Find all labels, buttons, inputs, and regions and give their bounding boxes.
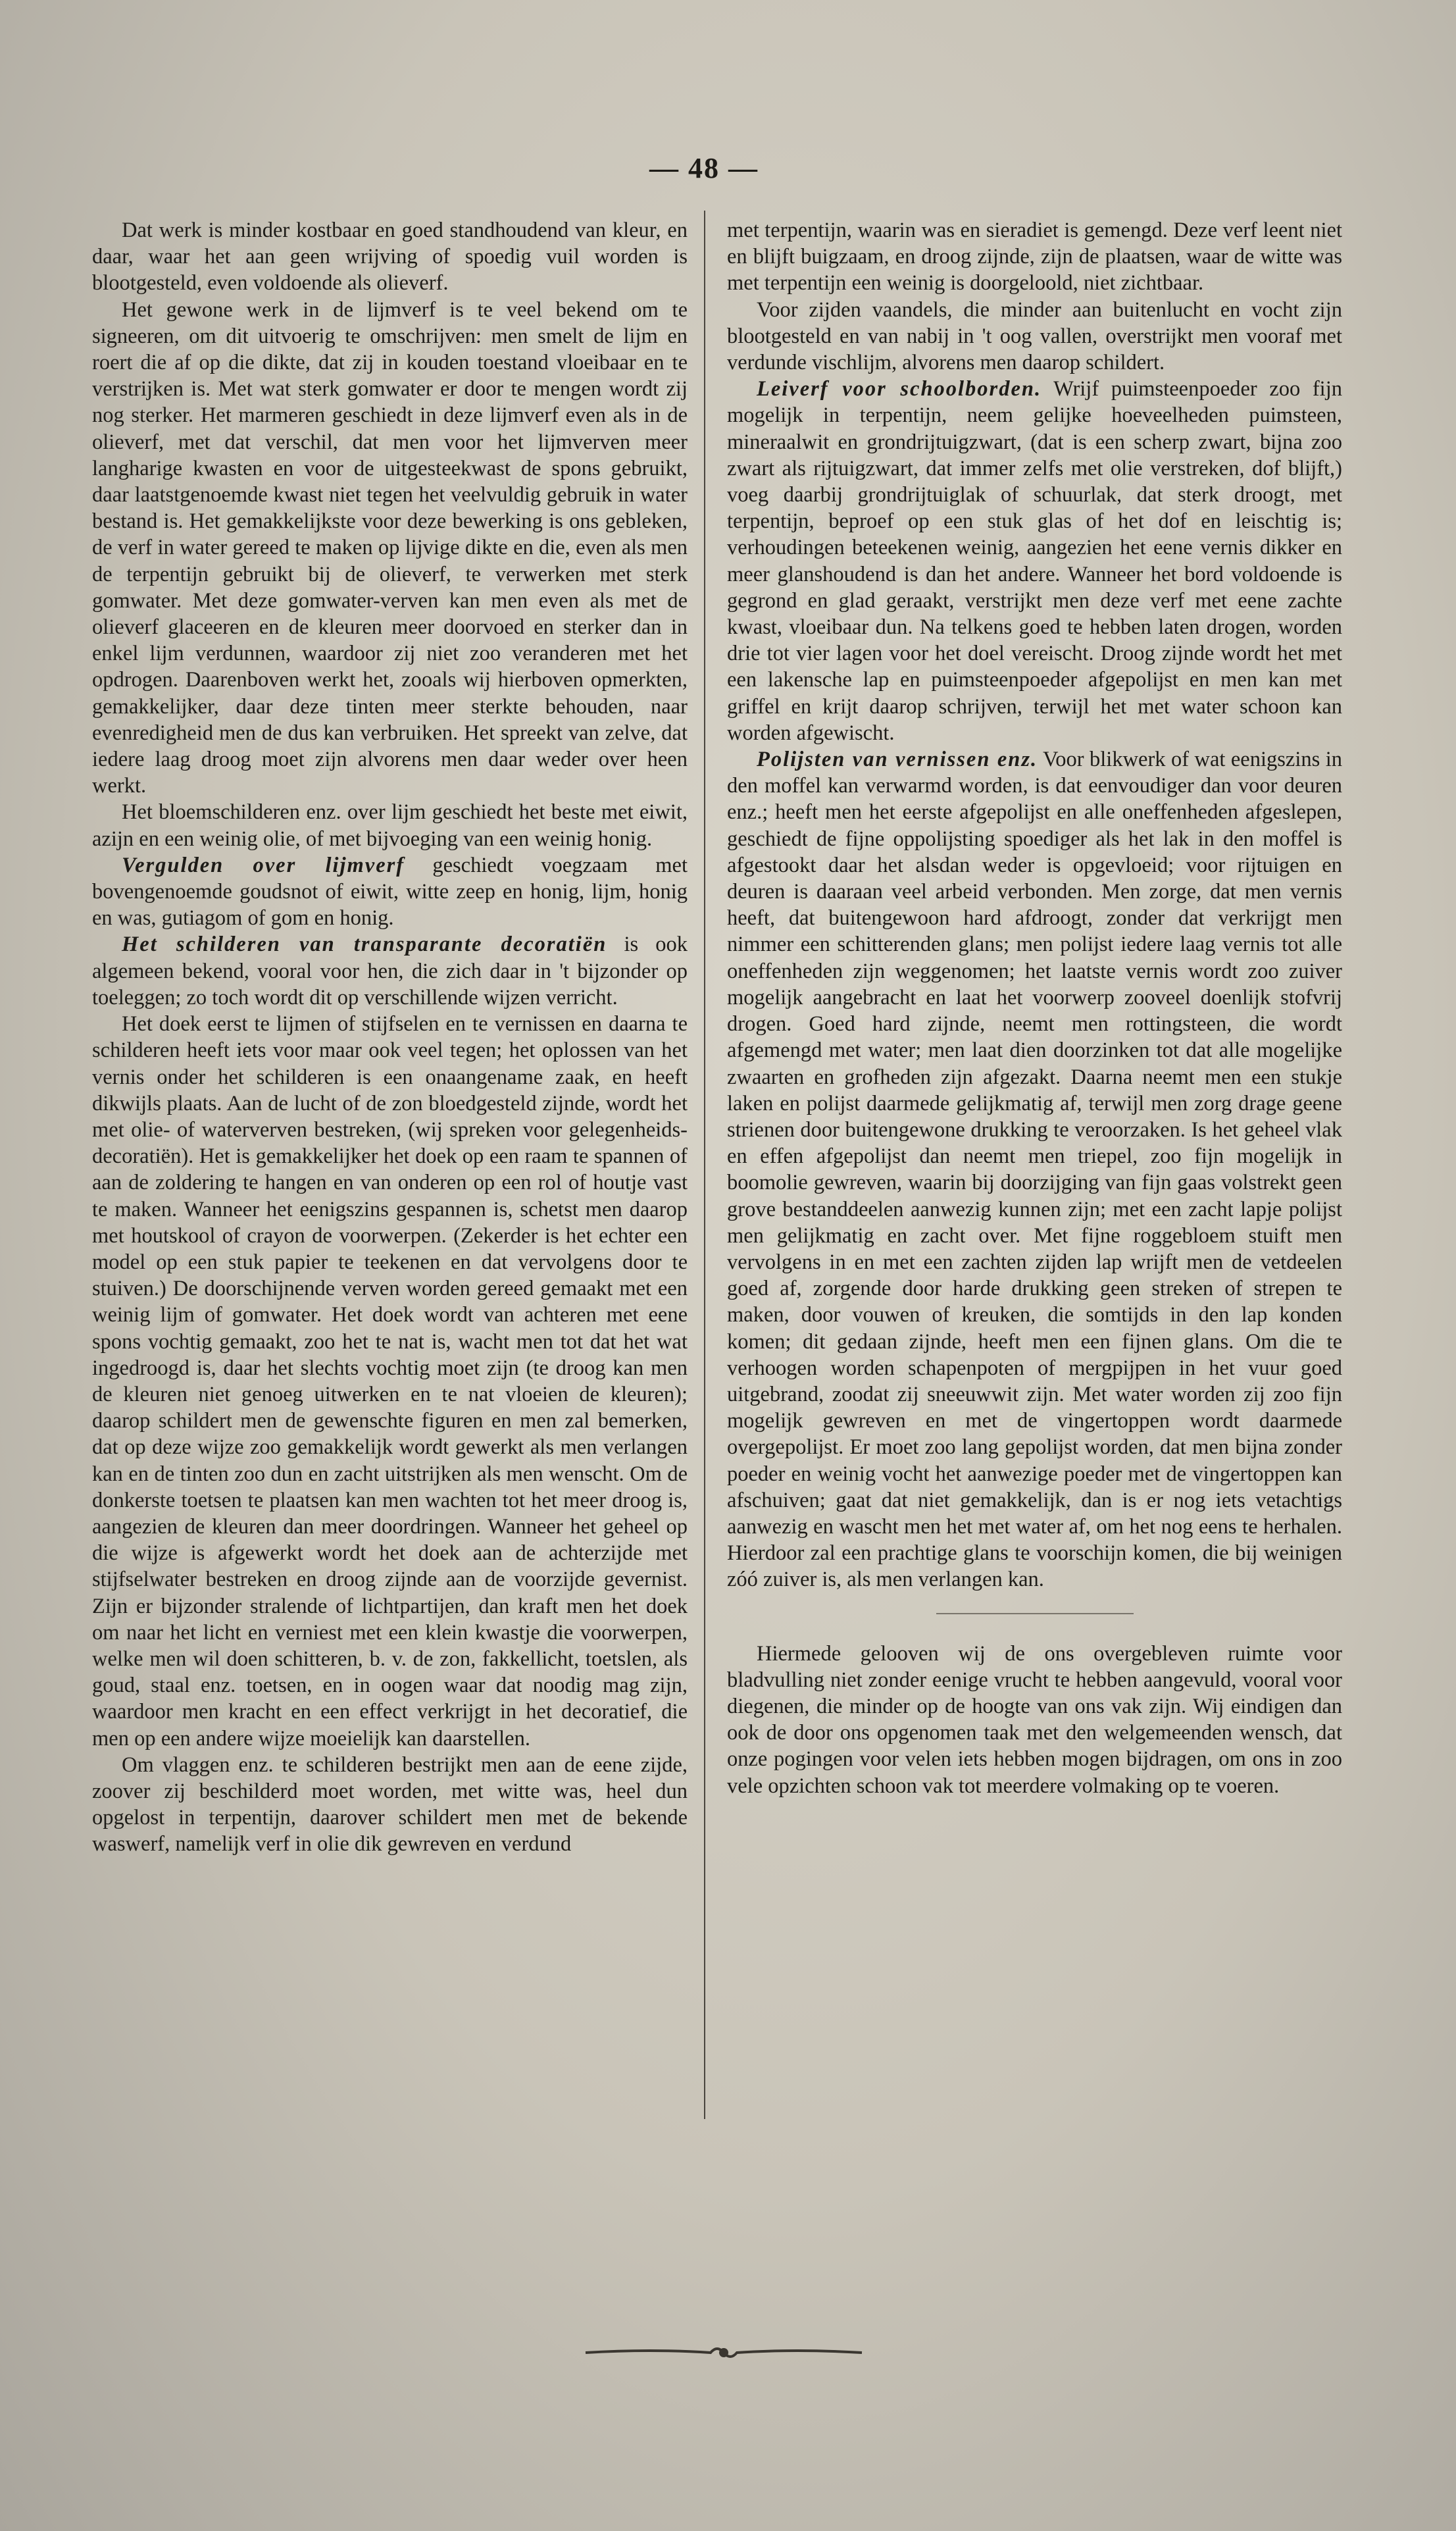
paragraph (92, 931, 688, 1011)
paragraph-text: geschiedt voegzaam met bovengenoemde goudsnot of eiwit, witte zeep en honig, lijm, honig en was, gutiagom of gom en honig. (92, 853, 688, 931)
paragraph-text: Wrijf puimsteenpoeder zoo fijn mogelijk in terpentijn, neem gelijke hoeveelheden puimsteen, mineraalwit en grondrijtuigzwart, (dat is een scherp zwart, bijna zoo zwart als rijtuigzwart, dat immer zelfs met olie verstreken, dof blijft,) voeg daarbij grondrijtuiglak of schuurlak, dat sterk droogt, met terpentijn, beproef op een stuk glas of het dof en leischtig is; verhoudingen beteekenen weinig, aangezien het eene vernis dikker en meer glanshoudend is dan het andere. Wanneer het bord voldoende is gegrond en glad geraakt, verstrijkt men deze verf met eene zachte kwast, vloeibaar dun. Na telkens goed te hebben laten drogen, worden drie tot vier lagen voor het doel vereischt. Droog zijnde wordt het met een lakensche lap en puimsteenpoeder afgepolijst en men kan met griffel en krijt daarop schrijven, terwijl het met water schoon kan worden afgewischt. (727, 377, 1342, 745)
right-column (727, 217, 1342, 1799)
paragraph-text: is ook algemeen bekend, vooral voor hen, die zich daar in 't bijzonder op toeleggen; zo toch wordt dit op verschillende wijzen verricht. (92, 933, 688, 1010)
section-heading: Het schilderen van transparante decoratiën (122, 933, 607, 957)
column-divider (704, 211, 705, 2119)
paragraph (727, 376, 1342, 746)
paragraph (92, 852, 688, 932)
paragraph: Het doek eerst te lijmen of stijfselen en te vernissen en daarna te schilderen heeft iets voor maar ook veel tegen; het oplossen van het vernis onder het schilderen is een onaangename zaak, en heeft dikwijls plaats. Aan de lucht of de zon bloedgesteld zijnde, wordt het met olie- of waterverven bestreken, (wij spreken voor gelegenheids-decoratiën). Het is gemakkelijker het doek op een raam te spannen of aan de zoldering te hangen en van onderen op een rol of houtje vast te maken. Wanneer het eenigszins gespannen is, schetst men daarop met houtskool of crayon de voorwerpen. (Zekerder is het echter een model op een stuk papier te teekenen en dat vervolgens door te stuiven.) De doorschijnende verven worden gereed gemaakt met een weinig lijm of gomwater. Het doek wordt van achteren met eene spons vochtig gemaakt, zoo het te nat is, wacht men tot dat het wat ingedroogd is, daar het slechts vochtig moet zijn (te droog kan men de kleuren niet genoeg uitwerken en te nat vloeien de kleuren); daarop schildert men de gewenschte figuren en men zal bemerken, dat op deze wijze zoo gemakkelijk wordt gewerkt als men verlangen kan en de tinten zoo dun en zacht uitstrijken als men wenscht. Om de donkerste toetsen te plaatsen kan men wachten tot het meer droog is, aangezien de kleuren dan meer doordringen. Wanneer het geheel op die wijze is afgewerkt wordt het doek aan de achterzijde met stijfselwater bestreken en droog zijnde aan de voorzijde gevernist. Zijn er bijzonder stralende of lichtpartijen, dan kraft men het doek om naar het licht en verniest met een klein kwastje die voorwerpen, welke men wil doen schitteren, b. v. de zon, fakkellicht, toetslen, als goud, staal enz. toetsen, en in oogen waar dat noodig mag zijn, waardoor men kracht en een effect verkrijgt in het decoratief, die men op een andere wijze moeielijk kan daarstellen. (92, 1012, 688, 1751)
section-heading: Leiverf voor schoolborden. (757, 377, 1042, 401)
section-heading: Vergulden over lijmverf (122, 853, 405, 877)
paragraph: Hiermede gelooven wij de ons overgebleven ruimte voor bladvulling niet zonder eenige vrucht te hebben aangevuld, vooral voor diegenen, die minder op de hoogte van ons vak zijn. Wij eindigen dan ook de door ons opgenomen taak met den welgemeenden wensch, dat onze pogingen voor velen iets hebben mogen bijdragen, om ons in zoo vele opzichten schoon vak tot meerdere volmaking op te voeren. (727, 1641, 1342, 1798)
left-column (92, 217, 688, 1858)
paragraph: met terpentijn, waarin was en sieradiet is gemengd. Deze verf leent niet en blijft buigzaam, en droog zijnde, zijn de plaatsen, waar de witte was met terpentijn een weinig is doorgeloold, niet zichtbaar. (727, 218, 1342, 295)
paragraph (727, 746, 1342, 1593)
section-rule (936, 1613, 1134, 1614)
paragraph: Het gewone werk in de lijmverf is te veel bekend om te signeeren, om dit uitvoerig te omschrijven: men smelt de lijm en roert die af op die dikte, dat zij in kouden toestand vloeibaar en te verstrijken is. Met wat sterk gomwater er door te mengen wordt zij nog sterker. Het marmeren geschiedt in deze lijmverf even als in de olieverf, met dat verschil, dat men voor het lijmverven meer langharige kwasten en voor de uitgesteekwast de spons gebruikt, daar laatstgenoemde kwast niet tegen het veelvuldig gebruik in water bestand is. Het gemakkelijkste voor deze bewerking is ons gebleken, de verf in water gereed te maken op lijvige dikte en die, even als men de terpentijn gebruikt bij de olieverf, te verwerken met sterk gomwater. Met deze gomwater-verven kan men even als met de olieverf glaceeren en de kleuren meer doorvoed en sterker dan in enkel lijm verdunnen, waardoor zij niet zoo veranderen met het opdrogen. Daarenboven werkt het, zooals wij hierboven opmerkten, gemakkelijker, daar deze tinten meer sterkte behouden, naar evenredigheid men de dus kan verbruiken. Het spreekt van zelve, dat iedere laag droog moet zijn alvorens men daar weder over heen werkt. (92, 297, 688, 798)
paragraph-text: Voor blikwerk of wat eenigszins in den moffel kan verwarmd worden, is dat eenvoudiger dan voor deuren enz.; heeft men het eerste afgepolijst en alle oneffenheden afgeslepen, geschiedt de fijne oppolijsting spoediger als het lak in den moffel is afgestookt daar het alsdan weder is opgevloeid; voor rijtuigen en deuren is daaraan veel arbeid verbonden. Men zorge, dat men vernis heeft, dat buitengewoon hard afdroogt, zonder dat verkrijgt men nimmer een schitterenden glans; men polijst iedere laag vernis tot alle oneffenheden zijn weggenomen; het laatste vernis wordt zoo zuiver mogelijk aangebracht en laat het voorwerp zooveel doenlijk stofvrij drogen. Goed hard zijnde, neemt men rottingsteen, die wordt afgemengd met water; men laat dien doorzinken tot dat alle mogelijke zwaarten en grofheden zijn afgezakt. Daarna neemt men een stukje laken en polijst daarmede gelijkmatig af, terwijl men zorg drage geene strienen door buitengewone drukking te veroorzaken. Is het geheel vlak en effen afgepolijst dan neemt men triepel, zoo fijn mogelijk in boomolie gewreven, waarin bij doorzijging van fijn gaas volstrekt geen grove bestanddeelen aanwezig kunnen zijn; met een zacht lapje polijst men gelijkmatig en zacht over. Met fijne roggebloem stuift men vervolgens in en met een zachten zijden lap wrijft men de vetdeelen goed af, zorgende door harde drukking geen streken of strepen te maken, door vouwen of kreuken, die somtijds in den lap konden komen; dit gedaan zijnde, heeft men een fijnen glans. Om die te verhoogen worden schapenpoten of mergpijpen in het vuur goed uitgebrand, zoodat zij sneeuwwit zijn. Met water worden zij zoo fijn mogelijk gewreven en met de vingertoppen wordt daarmede overgepolijst. Er moet zoo lang gepolijst worden, dat men bijna zonder poeder en weinig vocht het aanwezige poeder met de vingertoppen kan afschuiven; gaat dat niet gemakkelijk, dan is er nog iets vetachtigs aanwezig en wascht men het met water af, om het nog eens te herhalen. Hierdoor zal een prachtige glans te voorschijn komen, die bij weinigen zóó zuiver is, als men verlangen kan. (727, 748, 1342, 1592)
page-number: — 48 — (649, 152, 759, 184)
paragraph: Dat werk is minder kostbaar en goed standhoudend van kleur, en daar, waar het aan geen wrijving of spoedig vuil worden is blootgesteld, even voldoende als olieverf. (92, 218, 688, 295)
ornament-icon (579, 2339, 868, 2366)
paragraph: Om vlaggen enz. te schilderen bestrijkt men aan de eene zijde, zoover zij beschilderd moet worden, met witte was, heel dun opgelost in terpentijn, daarover schildert men met de bekende waswerf, namelijk verf in olie dik gewreven en verdund (92, 1752, 688, 1856)
paragraph: Voor zijden vaandels, die minder aan buitenlucht en vocht zijn blootgesteld en van nabij in 't oog vallen, overstrijkt men vooraf met verdunde vischlijm, alvorens men daarop schildert. (727, 297, 1342, 375)
section-heading: Polijsten van vernissen enz. (757, 748, 1038, 772)
paragraph: Het bloemschilderen enz. over lijm geschiedt het beste met eiwit, azijn en een weinig olie, of met bijvoeging van een weinig honig. (92, 800, 688, 851)
